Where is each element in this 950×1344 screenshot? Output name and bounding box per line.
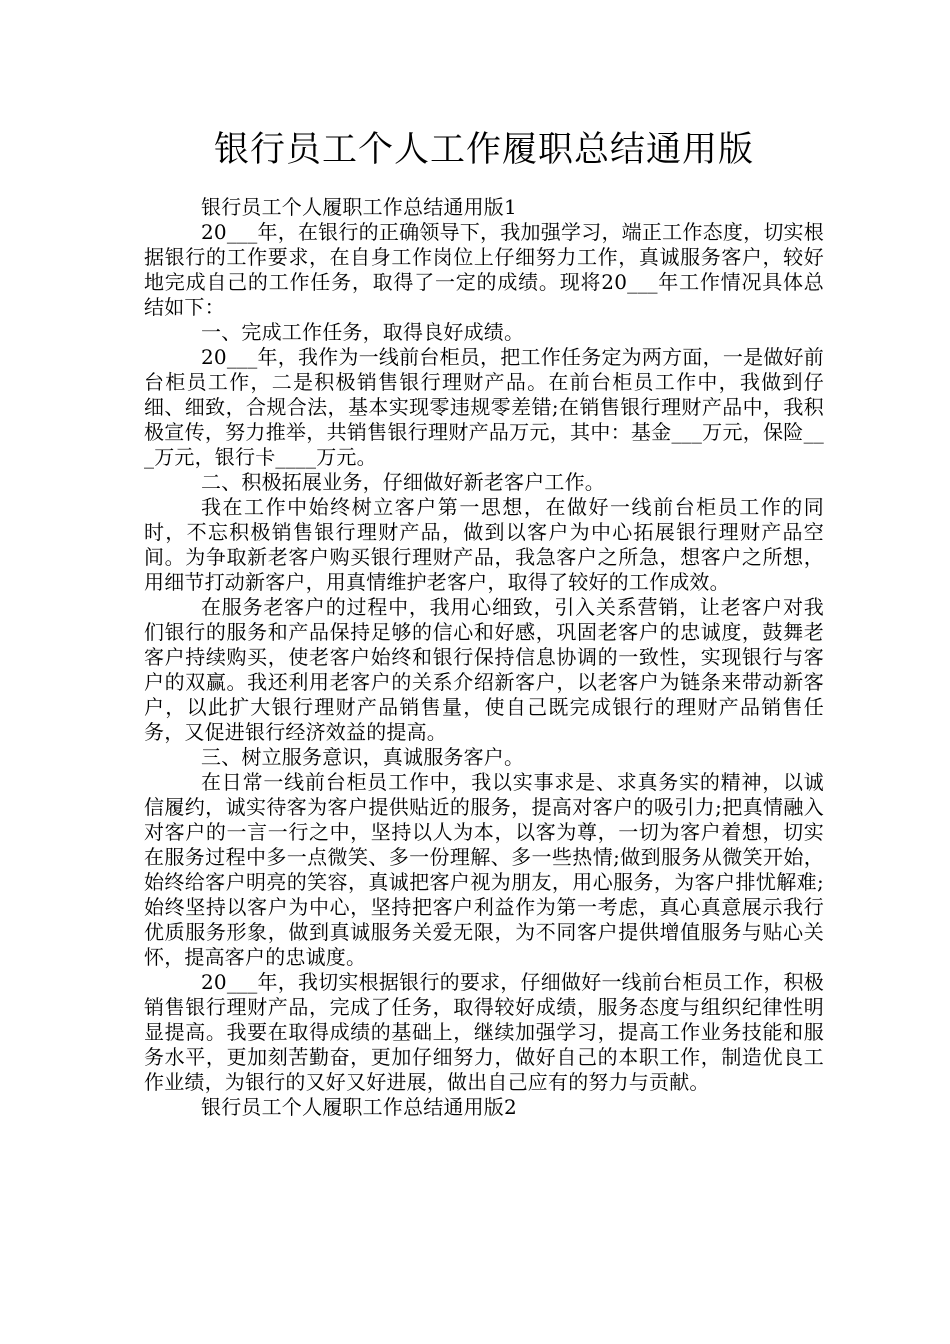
subsection-heading: 一、完成工作任务，取得良好成绩。 xyxy=(201,320,525,344)
body-paragraph: 我在工作中始终树立客户第一思想，在做好一线前台柜员工作的同时，不忘积极销售银行理财产品，做到以客户为中心拓展银行理财产品空间。为争取新老客户购买银行理财产品，我急客户之所急，想客户之所想，用细节打动新客户，用真情维护老客户，取得了较好的工作成效。 xyxy=(144,495,824,594)
section-heading-2: 银行员工个人履职工作总结通用版2 xyxy=(201,1095,517,1119)
document-body xyxy=(144,195,824,1120)
document-title: 银行员工个人工作履职总结通用版 xyxy=(213,130,754,170)
body-paragraph: 20___年，我切实根据银行的要求，仔细做好一线前台柜员工作，积极销售银行理财产品，完成了任务，取得较好成绩，服务态度与组织纪律性明显提高。我要在取得成绩的基础上，继续加强学习，提高工作业务技能和服务水平，更加刻苦勤奋，更加仔细努力，做好自己的本职工作，制造优良工作业绩，为银行的又好又好进展，做出自己应有的努力与贡献。 xyxy=(144,970,824,1094)
document-page xyxy=(144,0,824,1120)
subsection-heading: 二、积极拓展业务，仔细做好新老客户工作。 xyxy=(201,470,605,494)
body-paragraph: 在日常一线前台柜员工作中，我以实事求是、求真务实的精神，以诚信履约，诚实待客为客户提供贴近的服务，提高对客户的吸引力;把真情融入对客户的一言一行之中，坚持以人为本，以客为尊，一切为客户着想，切实在服务过程中多一点微笑、多一份理解、多一些热情;做到服务从微笑开始，始终给客户明亮的笑容，真诚把客户视为朋友，用心服务，为客户排忧解难;始终坚持以客户为中心，坚持把客户利益作为第一考虑，真心真意展示我行优质服务形象，做到真诚服务关爱无限，为不同客户提供增值服务与贴心关怀，提高客户的忠诚度。 xyxy=(144,770,824,969)
subsection-heading: 三、树立服务意识，真诚服务客户。 xyxy=(201,745,525,769)
body-paragraph: 20___年，在银行的正确领导下，我加强学习，端正工作态度，切实根据银行的工作要求，在自身工作岗位上仔细努力工作，真诚服务客户，较好地完成自己的工作任务，取得了一定的成绩。现将20___年工作情况具体总结如下： xyxy=(144,220,824,319)
body-paragraph: 在服务老客户的过程中，我用心细致，引入关系营销，让老客户对我们银行的服务和产品保持足够的信心和好感，巩固老客户的忠诚度，鼓舞老客户持续购买，使老客户始终和银行保持信息协调的一致性，实现银行与客户的双赢。我还利用老客户的关系介绍新客户，以老客户为链条来带动新客户，以此扩大银行理财产品销售量，使自己既完成银行的理财产品销售任务，又促进银行经济效益的提高。 xyxy=(144,595,824,744)
body-paragraph: 20___年，我作为一线前台柜员，把工作任务定为两方面，一是做好前台柜员工作，二是积极销售银行理财产品。在前台柜员工作中，我做到仔细、细致，合规合法，基本实现零违规零差错;在销售银行理财产品中，我积极宣传，努力推举，共销售银行理财产品万元，其中：基金___万元，保险___万元，银行卡____万元。 xyxy=(144,345,824,469)
section-heading-1: 银行员工个人履职工作总结通用版1 xyxy=(201,195,517,219)
